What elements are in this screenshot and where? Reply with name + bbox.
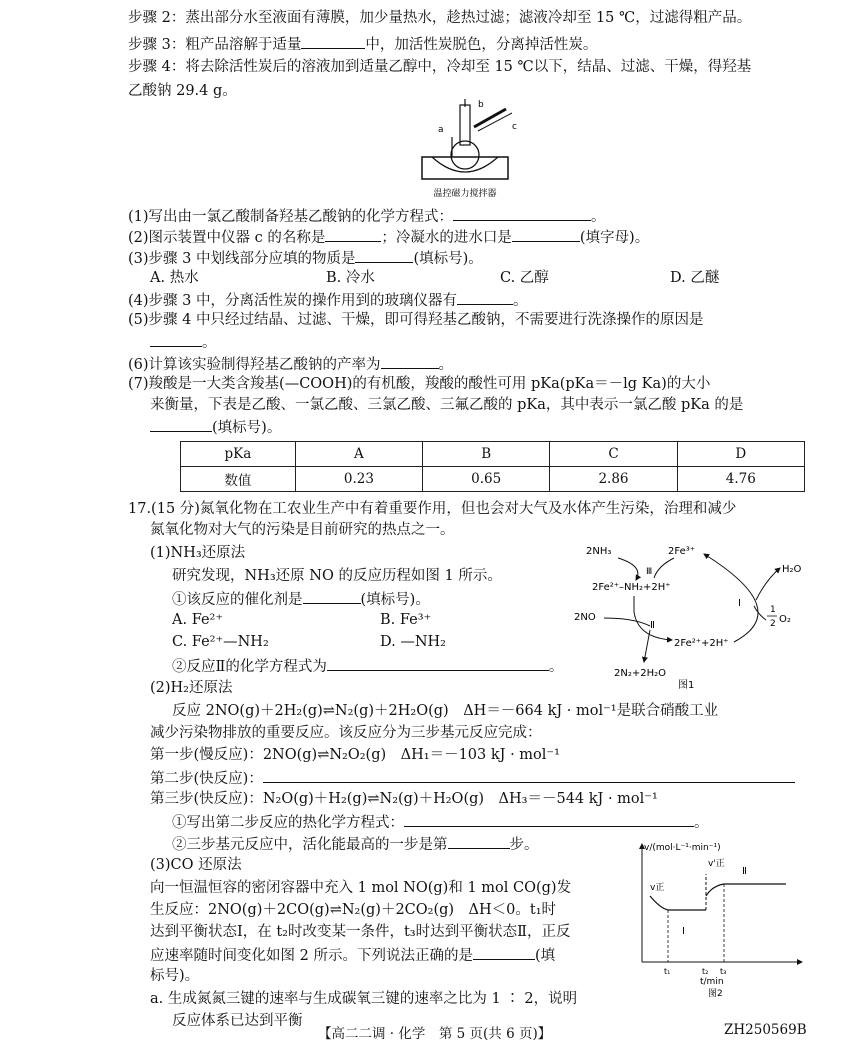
nh3-option-b: B. Fe³⁺: [380, 612, 432, 628]
fig2-t1: t₁: [664, 967, 671, 976]
fig1-o2: O₂: [779, 614, 791, 625]
table-row: [181, 442, 805, 467]
nh3-option-c: C. Fe²⁺—NH₂: [172, 634, 269, 650]
h2-text-cont: 减少污染物排放的重要反应。该反应分为三步基元反应完成：: [150, 725, 542, 741]
step3-text: 步骤 3：粗产品溶解于适量 中，加活性炭脱色，分离掉活性炭。: [128, 33, 597, 55]
fig1-r3: Ⅲ: [646, 567, 653, 577]
question-1: (1)写出由一氯乙酸制备羟基乙酸钠的化学方程式： 。: [128, 205, 606, 227]
nh3-option-d: D. —NH₂: [380, 634, 446, 650]
fig1-fe2: 2Fe²⁺+2H⁺: [674, 638, 729, 649]
fig1-nh3: 2NH₃: [586, 546, 612, 557]
option-d: D. 乙醚: [670, 270, 720, 286]
question-5-blank: 。: [150, 331, 217, 353]
fig2-xlabel: t/min: [700, 977, 724, 987]
answer-blank: [453, 205, 591, 221]
table-cell: 数值: [181, 467, 296, 492]
nh3-text: 研究发现，NH₃还原 NO 的反应历程如图 1 所示。: [172, 568, 502, 584]
question-7-cont: 来衡量，下表是乙酸、一氯乙酸、三氯乙酸、三氟乙酸的 pKa，其中表示一氯乙酸 pKa 的是: [150, 397, 744, 413]
h2-text: 反应 2NO(g)＋2H₂(g)⇌N₂(g)＋2H₂O(g) ΔH＝－664 kJ · mol⁻¹是联合硝酸工业: [172, 703, 719, 719]
table-header-cell: A: [295, 442, 422, 467]
fig1-no: 2NO: [574, 612, 596, 623]
step4-text: 步骤 4：将去除活性炭后的溶液加到适量乙醇中，冷却至 15 ℃以下，结晶、过滤、干燥，得羟基: [128, 59, 752, 75]
h2-q1: ①写出第二步反应的热化学方程式： 。: [172, 811, 709, 833]
step4-text-cont: 乙酸钠 29.4 g。: [128, 83, 237, 99]
co-text-5: 标号)。: [150, 968, 200, 984]
h2-step3: 第三步(快反应)：N₂O(g)＋H₂(g)⇌N₂(g)＋H₂O(g) ΔH₃＝－544 kJ · mol⁻¹: [150, 791, 658, 807]
answer-blank: [512, 226, 580, 242]
problem-17-cont: 氮氧化物对大气的污染是目前研究的热点之一。: [150, 522, 455, 538]
answer-blank: [150, 331, 202, 347]
question-4: (4)步骤 3 中，分离活性炭的操作用到的玻璃仪器有 。: [128, 289, 527, 311]
answer-blank: [355, 247, 413, 263]
co-text-2: 生反应：2NO(g)＋2CO(g)⇌N₂(g)＋2CO₂(g) ΔH＜0。t₁时: [150, 902, 557, 918]
answer-blank: [325, 226, 381, 242]
fig2-v-label: v正: [650, 883, 665, 893]
co-text-4: 应速率随时间变化如图 2 所示。下列说法正确的是 (填: [150, 944, 555, 966]
fig1-caption: 图1: [678, 680, 695, 691]
fig1-n2h2o: 2N₂+2H₂O: [614, 668, 666, 679]
table-cell: 0.23: [295, 467, 422, 492]
option-a: A. 热水: [150, 270, 199, 286]
table-header-cell: pKa: [181, 442, 296, 467]
co-option-a-cont: 反应体系已达到平衡: [172, 1013, 303, 1029]
question-3: (3)步骤 3 中划线部分应填的物质是 (填标号)。: [128, 247, 483, 269]
table-row: [181, 467, 805, 492]
fig2-state-2: Ⅱ: [742, 866, 747, 877]
step2-text: 步骤 2：蒸出部分水至液面有薄膜，加少量热水，趁热过滤；滤液冷却至 15 ℃，过滤得粗产品。: [128, 10, 752, 26]
h2-q2: ②三步基元反应中，活化能最高的一步是第 步。: [172, 833, 539, 855]
label-a: a: [438, 125, 444, 135]
option-c: C. 乙醇: [500, 270, 549, 286]
figure-1: [574, 540, 814, 692]
fig2-t2: t₂: [702, 967, 709, 976]
nh3-q1: ①该反应的催化剂是 (填标号)。: [172, 588, 430, 610]
table-header-cell: B: [423, 442, 550, 467]
fig1-o2-num: 1: [770, 605, 776, 615]
answer-blank: [404, 811, 694, 827]
section-h2: (2)H₂还原法: [150, 680, 233, 696]
fig1-o2-den: 2: [770, 619, 776, 629]
question-6: (6)计算该实验制得羟基乙酸钠的产率为 。: [128, 353, 453, 375]
fig1-r2: Ⅱ: [650, 620, 655, 631]
section-nh3: (1)NH₃还原法: [150, 545, 246, 561]
question-7-end: (填标号)。: [150, 416, 281, 438]
question-5: (5)步骤 4 中只经过结晶、过滤、干燥，即可得羟基乙酸钠，不需要进行洗涤操作的原因是: [128, 312, 704, 328]
table-cell: 2.86: [550, 467, 677, 492]
fig2-t3: t₃: [720, 967, 727, 976]
answer-blank: [327, 655, 549, 671]
co-text-3: 达到平衡状态Ⅰ，在 t₂时改变某一条件，t₃时达到平衡状态Ⅱ，正反: [150, 924, 571, 940]
page-footer: 【高二二调 · 化学 第 5 页(共 6 页)】: [318, 1026, 552, 1042]
table-cell: 4.76: [677, 467, 804, 492]
apparatus-figure: [408, 97, 528, 201]
answer-blank: [457, 289, 513, 305]
figure-2: [630, 838, 810, 1000]
section-co: (3)CO 还原法: [150, 857, 242, 873]
h2-step2: 第二步(快反应)：: [150, 767, 795, 789]
table-header-cell: C: [550, 442, 677, 467]
fig1-fe3: 2Fe³⁺: [668, 546, 696, 557]
question-7: (7)羧酸是一大类含羧基(—COOH)的有机酸，羧酸的酸性可用 pKa(pKa＝－lg Ka)的大小: [128, 376, 711, 392]
table-cell: 0.65: [423, 467, 550, 492]
option-b: B. 冷水: [326, 270, 375, 286]
label-b: b: [478, 100, 484, 110]
nh3-option-a: A. Fe²⁺: [172, 612, 224, 628]
fig2-caption: 图2: [708, 989, 723, 999]
fig1-r1: Ⅰ: [738, 598, 741, 609]
table-header-cell: D: [677, 442, 804, 467]
answer-blank: [263, 767, 795, 783]
exam-code: ZH250569B: [724, 1022, 807, 1038]
answer-blank: [448, 833, 510, 849]
co-text-1: 向一恒温恒容的密闭容器中充入 1 mol NO(g)和 1 mol CO(g)发: [150, 880, 572, 896]
answer-blank: [150, 416, 212, 432]
apparatus-caption: 温控磁力搅拌器: [433, 189, 497, 199]
answer-blank: [473, 944, 535, 960]
co-option-a: a. 生成氮氮三键的速率与生成碳氧三键的速率之比为 1 ∶ 2，说明: [150, 991, 578, 1007]
pka-table: [180, 441, 805, 492]
question-2: (2)图示装置中仪器 c 的名称是 ；冷凝水的进水口是 (填字母)。: [128, 226, 649, 248]
label-c: c: [512, 122, 517, 132]
answer-blank: [301, 33, 365, 49]
fig1-h2o: H₂O: [782, 564, 802, 575]
answer-blank: [303, 588, 361, 604]
problem-17: 17.(15 分)氮氧化物在工农业生产中有着重要作用，但也会对大气及水体产生污染，治理和减少: [128, 501, 737, 517]
fig2-ylabel: v/(mol·L⁻¹·min⁻¹): [644, 843, 721, 853]
answer-blank: [381, 353, 439, 369]
h2-step1: 第一步(慢反应)：2NO(g)⇌N₂O₂(g) ΔH₁＝－103 kJ · mol⁻¹: [150, 747, 560, 763]
nh3-q2: ②反应Ⅱ的化学方程式为 。: [172, 655, 563, 677]
fig1-complex: 2Fe²⁺–NH₂+2H⁺: [592, 582, 671, 593]
fig2-v2-label: v'正: [708, 859, 725, 869]
fig2-state-1: Ⅰ: [682, 926, 685, 937]
